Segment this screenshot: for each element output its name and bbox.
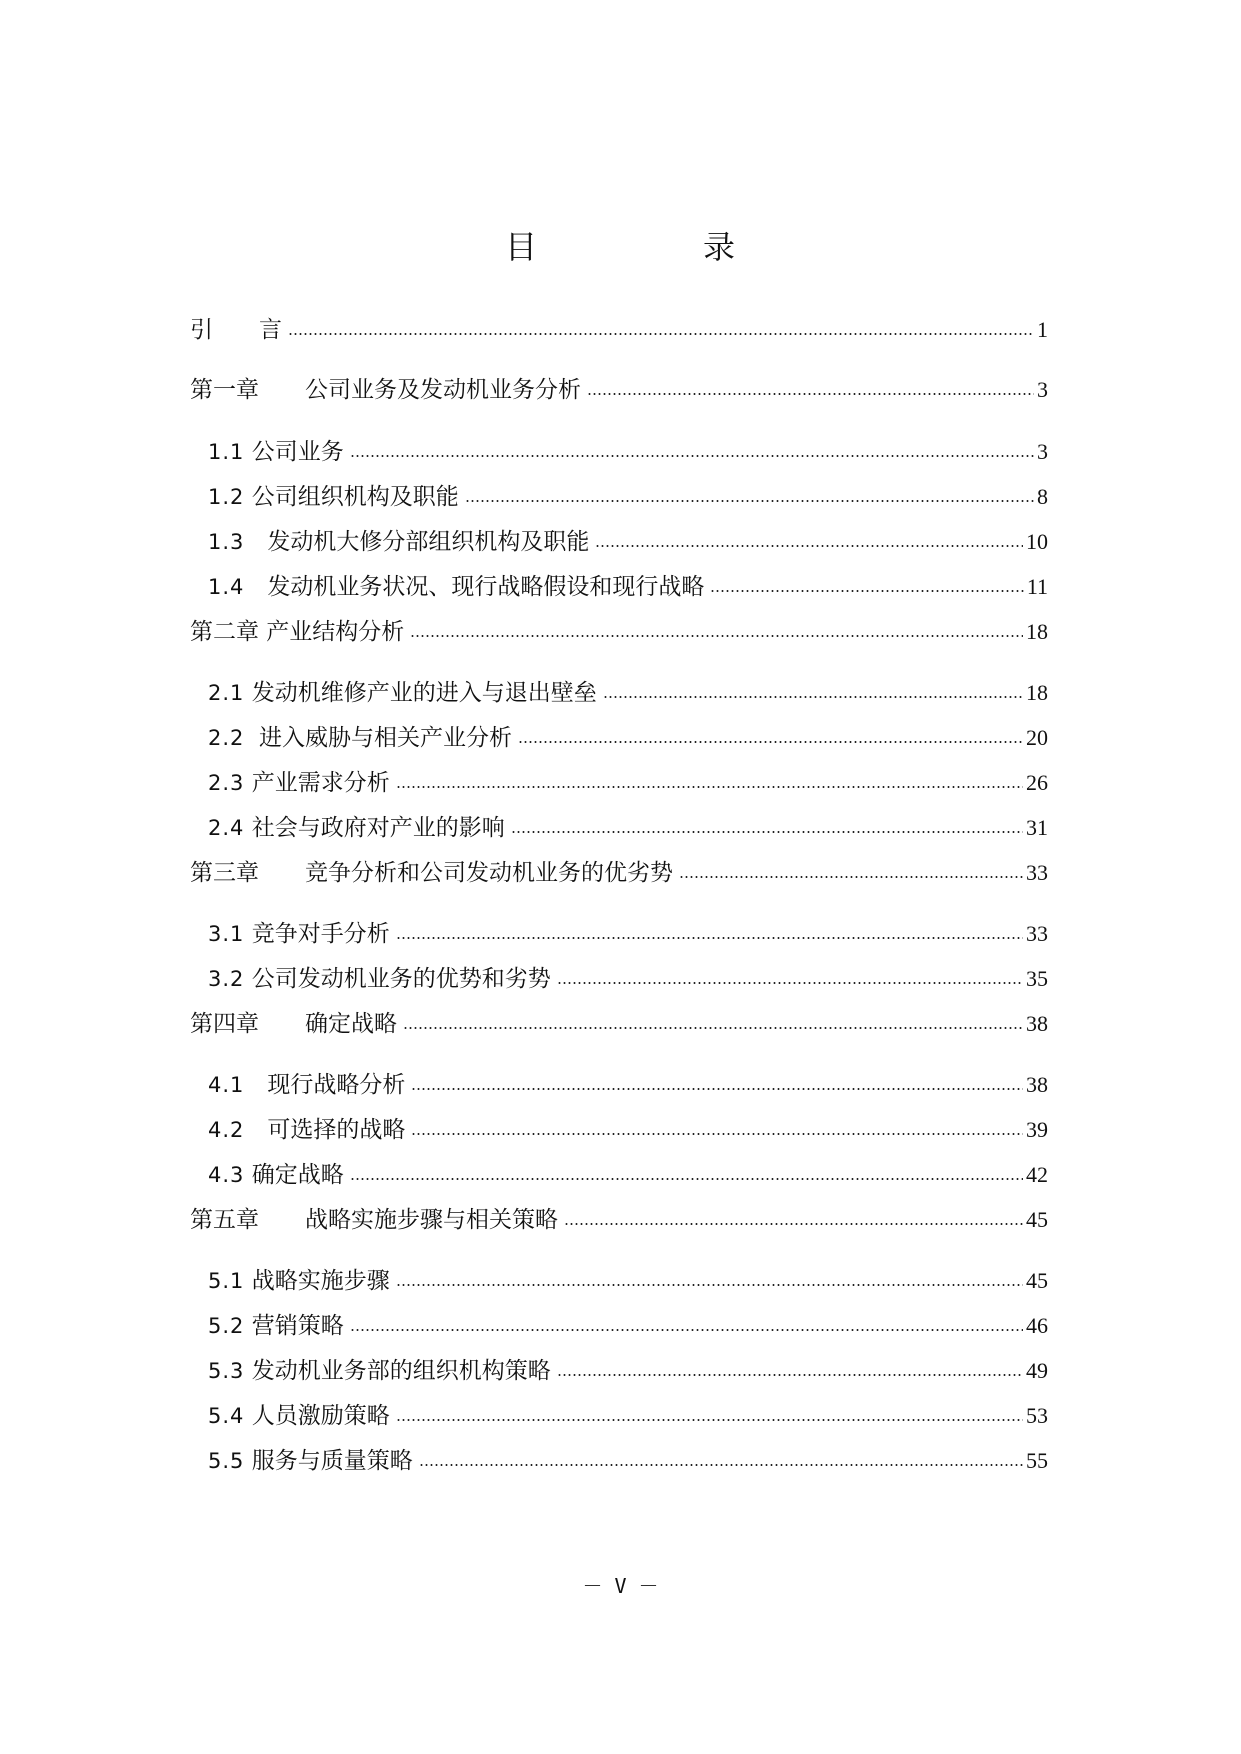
toc-entry-number: 2.4 bbox=[208, 816, 245, 840]
toc-page-number: 42 bbox=[1026, 1162, 1048, 1187]
toc-dot-leader bbox=[396, 786, 1023, 788]
toc-entry-label: 发动机业务状况、现行战略假设和现行战略 bbox=[244, 574, 705, 600]
toc-page-number: 20 bbox=[1026, 725, 1048, 750]
toc-entry-number: 5.2 bbox=[208, 1314, 245, 1338]
toc-page-number: 11 bbox=[1026, 574, 1048, 599]
toc-page-number: 38 bbox=[1026, 1011, 1048, 1036]
toc-page-number: 18 bbox=[1026, 680, 1048, 705]
toc-entry-label: 公司组织机构及职能 bbox=[244, 484, 459, 510]
toc-page-number: 26 bbox=[1026, 770, 1048, 795]
toc-section-entry[interactable] bbox=[208, 1069, 1048, 1101]
toc-dot-leader bbox=[396, 937, 1023, 939]
toc-section-entry[interactable] bbox=[208, 1159, 1048, 1191]
toc-entry-label: 营销策略 bbox=[244, 1313, 344, 1339]
toc-entry-number: 5.3 bbox=[208, 1359, 245, 1383]
toc-dot-leader bbox=[557, 1374, 1023, 1376]
toc-entry-label: 战略实施步骤 bbox=[244, 1268, 390, 1294]
title-char-2: 录 bbox=[703, 228, 736, 266]
toc-dot-leader bbox=[350, 455, 1034, 457]
toc-section-entry[interactable] bbox=[208, 1400, 1048, 1432]
toc-page-number: 45 bbox=[1026, 1207, 1048, 1232]
toc-section-entry[interactable] bbox=[208, 571, 1048, 603]
toc-dot-leader bbox=[679, 876, 1023, 878]
toc-dot-leader bbox=[419, 1464, 1023, 1466]
toc-entry-label: 可选择的战略 bbox=[244, 1117, 406, 1143]
toc-page-number: 8 bbox=[1037, 484, 1048, 509]
toc-entry-label: 公司发动机业务的优势和劣势 bbox=[244, 966, 551, 992]
toc-dot-leader bbox=[557, 982, 1023, 984]
toc-entry-number: 1.1 bbox=[208, 440, 245, 464]
toc-dot-leader bbox=[465, 500, 1034, 502]
toc-page-number: 46 bbox=[1026, 1313, 1048, 1338]
toc-page-number: 39 bbox=[1026, 1117, 1048, 1142]
toc-chapter-entry[interactable] bbox=[190, 314, 1048, 346]
toc-entry-label: 发动机业务部的组织机构策略 bbox=[244, 1358, 551, 1384]
toc-entry-number: 1.2 bbox=[208, 485, 245, 509]
toc-page-number: 33 bbox=[1026, 921, 1048, 946]
toc-dot-leader bbox=[411, 1088, 1023, 1090]
toc-section-entry[interactable] bbox=[208, 1114, 1048, 1146]
page-number-footer: － V － bbox=[582, 1574, 659, 1598]
toc-page-number: 49 bbox=[1026, 1358, 1048, 1383]
toc-section-entry[interactable] bbox=[208, 1445, 1048, 1477]
toc-entry-label: 第一章 公司业务及发动机业务分析 bbox=[190, 377, 581, 403]
toc-entry-number: 4.3 bbox=[208, 1163, 245, 1187]
toc-page-number: 38 bbox=[1026, 1072, 1048, 1097]
toc-entry-label: 人员激励策略 bbox=[244, 1403, 390, 1429]
toc-entry-number: 4.1 bbox=[208, 1073, 245, 1097]
toc-entry-number: 1.3 bbox=[208, 530, 245, 554]
toc-chapter-entry[interactable] bbox=[190, 1008, 1048, 1040]
toc-entry-number: 4.2 bbox=[208, 1118, 245, 1142]
toc-section-entry[interactable] bbox=[208, 677, 1048, 709]
toc-entry-label: 社会与政府对产业的影响 bbox=[244, 815, 505, 841]
toc-entry-number: 5.1 bbox=[208, 1269, 245, 1293]
toc-entry-label: 现行战略分析 bbox=[244, 1072, 406, 1098]
page-title bbox=[0, 222, 1241, 272]
toc-chapter-entry[interactable] bbox=[190, 1204, 1048, 1236]
toc-entry-label: 第四章 确定战略 bbox=[190, 1011, 397, 1037]
toc-section-entry[interactable] bbox=[208, 767, 1048, 799]
toc-entry-label: 发动机大修分部组织机构及职能 bbox=[244, 529, 590, 555]
toc-chapter-entry[interactable] bbox=[190, 857, 1048, 889]
toc-dot-leader bbox=[350, 1329, 1023, 1331]
toc-entry-label: 服务与质量策略 bbox=[244, 1448, 413, 1474]
toc-entry-number: 2.2 bbox=[208, 726, 245, 750]
toc-page-number: 1 bbox=[1037, 317, 1048, 342]
toc-dot-leader bbox=[587, 393, 1034, 395]
toc-page-number: 45 bbox=[1026, 1268, 1048, 1293]
toc-page-number: 18 bbox=[1026, 619, 1048, 644]
toc-entry-label: 竞争对手分析 bbox=[244, 921, 390, 947]
toc-entry-number: 5.4 bbox=[208, 1404, 245, 1428]
toc-dot-leader bbox=[350, 1178, 1023, 1180]
toc-section-entry[interactable] bbox=[208, 526, 1048, 558]
toc-page-number: 3 bbox=[1037, 377, 1048, 402]
toc-entry-label: 第二章 产业结构分析 bbox=[190, 619, 405, 645]
toc-section-entry[interactable] bbox=[208, 1265, 1048, 1297]
toc-entry-label: 引 言 bbox=[190, 317, 282, 343]
toc-page-number: 31 bbox=[1026, 815, 1048, 840]
toc-entry-label: 公司业务 bbox=[244, 439, 344, 465]
toc-dot-leader bbox=[396, 1284, 1023, 1286]
toc-section-entry[interactable] bbox=[208, 963, 1048, 995]
toc-dot-leader bbox=[710, 590, 1023, 592]
toc-page-number: 35 bbox=[1026, 966, 1048, 991]
toc-page-number: 55 bbox=[1026, 1448, 1048, 1473]
toc-page-number: 10 bbox=[1026, 529, 1048, 554]
toc-dot-leader bbox=[410, 635, 1023, 637]
toc-page-number: 53 bbox=[1026, 1403, 1048, 1428]
toc-chapter-entry[interactable] bbox=[190, 374, 1048, 406]
toc-dot-leader bbox=[403, 1027, 1023, 1029]
toc-chapter-entry[interactable] bbox=[190, 616, 1048, 648]
toc-section-entry[interactable] bbox=[208, 1355, 1048, 1387]
toc-section-entry[interactable] bbox=[208, 918, 1048, 950]
toc-section-entry[interactable] bbox=[208, 722, 1048, 754]
toc-entry-label: 发动机维修产业的进入与退出壁垒 bbox=[244, 680, 597, 706]
toc-dot-leader bbox=[564, 1223, 1023, 1225]
toc-entry-label: 确定战略 bbox=[244, 1162, 344, 1188]
toc-section-entry[interactable] bbox=[208, 436, 1048, 468]
toc-dot-leader bbox=[511, 831, 1023, 833]
toc-page-number: 3 bbox=[1037, 439, 1048, 464]
toc-entry-number: 5.5 bbox=[208, 1449, 245, 1473]
toc-entry-label: 第五章 战略实施步骤与相关策略 bbox=[190, 1207, 558, 1233]
toc-dot-leader bbox=[603, 696, 1023, 698]
toc-dot-leader bbox=[411, 1133, 1023, 1135]
toc-section-entry[interactable] bbox=[208, 481, 1048, 513]
toc-page-number: 33 bbox=[1026, 860, 1048, 885]
title-char-1: 目 bbox=[505, 228, 538, 266]
toc-entry-number: 3.1 bbox=[208, 922, 245, 946]
toc-entry-label: 产业需求分析 bbox=[244, 770, 390, 796]
toc-entry-label: 第三章 竞争分析和公司发动机业务的优劣势 bbox=[190, 860, 673, 886]
toc-dot-leader bbox=[396, 1419, 1023, 1421]
toc-entry-label: 进入威胁与相关产业分析 bbox=[244, 725, 513, 751]
toc-entry-number: 1.4 bbox=[208, 575, 245, 599]
toc-dot-leader bbox=[288, 333, 1034, 335]
toc-section-entry[interactable] bbox=[208, 1310, 1048, 1342]
toc-section-entry[interactable] bbox=[208, 812, 1048, 844]
toc-entry-number: 2.1 bbox=[208, 681, 245, 705]
toc-dot-leader bbox=[595, 545, 1023, 547]
toc-dot-leader bbox=[518, 741, 1023, 743]
toc-entry-number: 2.3 bbox=[208, 771, 245, 795]
toc-entry-number: 3.2 bbox=[208, 967, 245, 991]
